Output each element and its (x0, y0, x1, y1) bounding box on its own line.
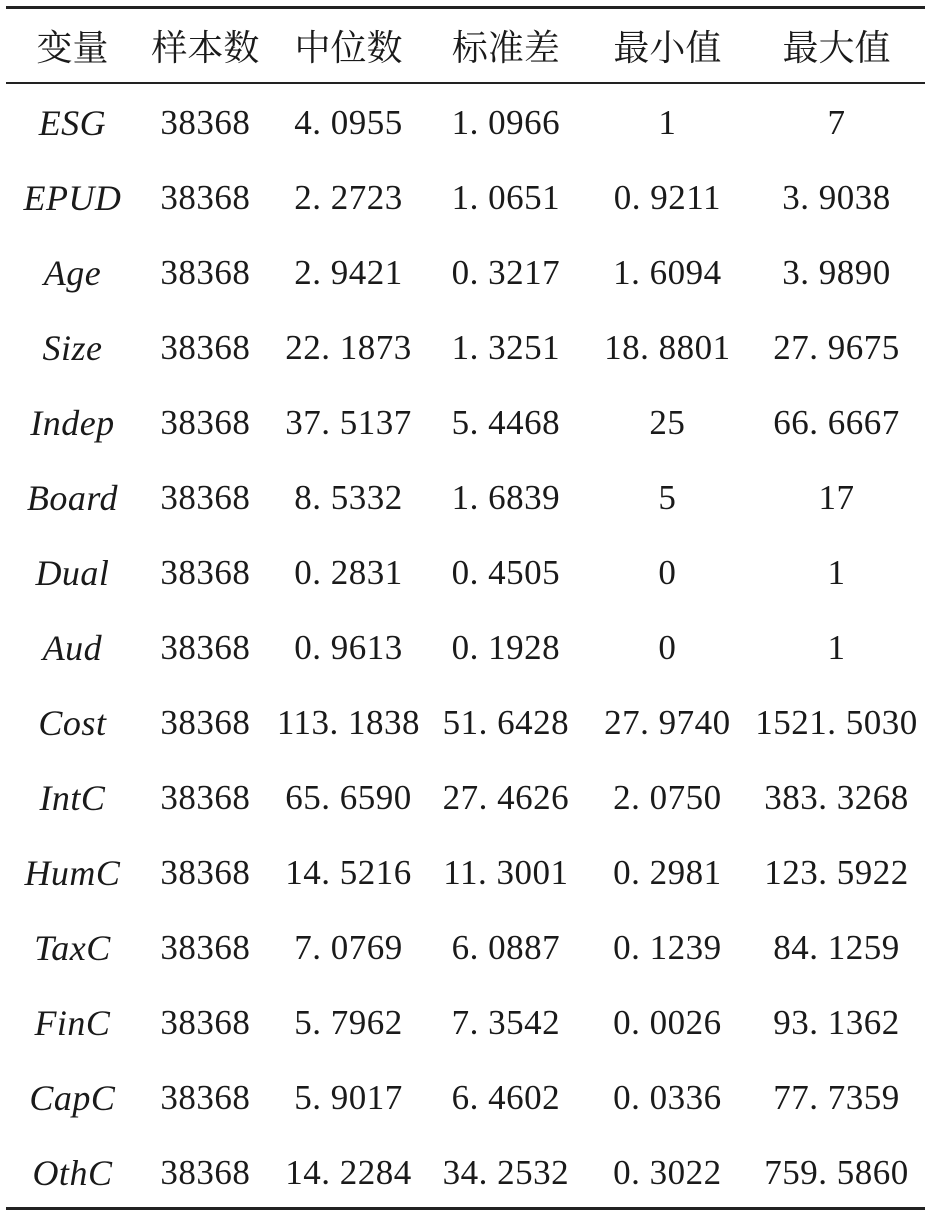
cell-std-dev: 1. 6839 (451, 477, 561, 517)
table-row (6, 685, 925, 760)
cell-median: 4. 0955 (294, 102, 403, 142)
table-row (6, 385, 925, 460)
cell-min: 0 (658, 552, 677, 592)
table-row (6, 535, 925, 610)
descriptive-statistics-table (6, 9, 925, 1210)
cell-variable: FinC (34, 1002, 111, 1043)
header-median: 中位数 (294, 28, 403, 69)
cell-median: 5. 7962 (294, 1002, 403, 1042)
cell-min: 1. 6094 (613, 252, 722, 292)
cell-std-dev: 0. 4505 (451, 552, 561, 592)
cell-median: 0. 9613 (294, 627, 403, 667)
cell-std-dev: 51. 6428 (442, 702, 570, 742)
cell-std-dev: 0. 1928 (451, 627, 561, 667)
cell-sample-size: 38368 (160, 777, 251, 817)
cell-max: 27. 9675 (773, 327, 900, 367)
cell-max: 3. 9038 (782, 177, 891, 217)
cell-std-dev: 1. 0966 (451, 102, 561, 142)
cell-std-dev: 5. 4468 (451, 402, 561, 442)
cell-max: 1 (827, 552, 846, 592)
table-row (6, 1135, 925, 1210)
cell-median: 7. 0769 (294, 927, 403, 967)
cell-median: 113. 1838 (276, 702, 421, 742)
cell-max: 77. 7359 (773, 1077, 900, 1117)
cell-variable: EPUD (23, 177, 122, 218)
cell-variable: ESG (38, 102, 107, 143)
cell-max: 84. 1259 (773, 927, 900, 967)
cell-std-dev: 1. 3251 (451, 327, 561, 367)
cell-min: 5 (658, 477, 677, 517)
cell-sample-size: 38368 (160, 177, 251, 217)
cell-max: 759. 5860 (764, 1152, 909, 1192)
table-body (6, 85, 925, 1210)
cell-sample-size: 38368 (160, 102, 251, 142)
table-row (6, 85, 925, 160)
table-row (6, 610, 925, 685)
cell-median: 14. 5216 (285, 852, 412, 892)
cell-variable: Board (26, 477, 119, 518)
cell-median: 14. 2284 (285, 1152, 412, 1192)
cell-variable: Cost (38, 702, 107, 743)
table-row (6, 235, 925, 310)
table-header (6, 9, 925, 85)
table-row (6, 760, 925, 835)
cell-max: 383. 3268 (764, 777, 909, 817)
cell-std-dev: 6. 0887 (451, 927, 561, 967)
cell-median: 8. 5332 (294, 477, 403, 517)
cell-sample-size: 38368 (160, 702, 251, 742)
table-row (6, 910, 925, 985)
header-variable: 变量 (36, 28, 109, 69)
cell-min: 0. 3022 (613, 1152, 722, 1192)
cell-variable: CapC (29, 1077, 116, 1118)
cell-sample-size: 38368 (160, 852, 251, 892)
cell-sample-size: 38368 (160, 327, 251, 367)
header-min: 最小值 (613, 28, 722, 69)
cell-min: 0 (658, 627, 677, 667)
cell-variable: Indep (30, 402, 115, 443)
cell-min: 0. 0336 (613, 1077, 722, 1117)
cell-min: 0. 2981 (613, 852, 722, 892)
cell-median: 65. 6590 (285, 777, 412, 817)
header-sample-size: 样本数 (151, 28, 260, 69)
cell-sample-size: 38368 (160, 252, 251, 292)
cell-max: 17 (818, 477, 855, 517)
cell-max: 66. 6667 (773, 402, 900, 442)
header-std-dev: 标准差 (451, 28, 560, 69)
header-max: 最大值 (782, 28, 891, 69)
cell-min: 0. 1239 (613, 927, 722, 967)
cell-sample-size: 38368 (160, 1077, 251, 1117)
cell-std-dev: 1. 0651 (451, 177, 561, 217)
cell-variable: OthC (32, 1152, 113, 1193)
cell-min: 27. 9740 (604, 702, 731, 742)
cell-max: 7 (827, 102, 846, 142)
cell-min: 0. 9211 (613, 177, 721, 217)
cell-variable: Dual (35, 552, 110, 593)
cell-sample-size: 38368 (160, 927, 251, 967)
cell-max: 3. 9890 (782, 252, 891, 292)
cell-sample-size: 38368 (160, 402, 251, 442)
table-row (6, 460, 925, 535)
header-row (6, 9, 925, 82)
cell-median: 0. 2831 (294, 552, 403, 592)
cell-std-dev: 34. 2532 (442, 1152, 570, 1192)
cell-variable: Age (43, 252, 102, 293)
cell-std-dev: 27. 4626 (442, 777, 570, 817)
cell-median: 5. 9017 (294, 1077, 403, 1117)
table-row (6, 310, 925, 385)
cell-min: 1 (658, 102, 677, 142)
cell-max: 93. 1362 (773, 1002, 900, 1042)
cell-sample-size: 38368 (160, 477, 251, 517)
cell-sample-size: 38368 (160, 1002, 251, 1042)
cell-median: 37. 5137 (285, 402, 412, 442)
cell-variable: HumC (24, 852, 121, 893)
cell-std-dev: 0. 3217 (451, 252, 561, 292)
cell-sample-size: 38368 (160, 552, 251, 592)
cell-median: 2. 9421 (294, 252, 403, 292)
cell-variable: Size (42, 327, 103, 368)
cell-variable: IntC (39, 777, 106, 818)
cell-min: 0. 0026 (613, 1002, 722, 1042)
table-row (6, 1060, 925, 1135)
cell-max: 1521. 5030 (755, 702, 918, 742)
table-row (6, 985, 925, 1060)
table-row (6, 835, 925, 910)
cell-max: 123. 5922 (764, 852, 909, 892)
cell-std-dev: 11. 3001 (443, 852, 569, 892)
cell-std-dev: 7. 3542 (451, 1002, 561, 1042)
table-row (6, 160, 925, 235)
cell-variable: Aud (42, 627, 103, 668)
cell-std-dev: 6. 4602 (451, 1077, 561, 1117)
cell-sample-size: 38368 (160, 627, 251, 667)
cell-min: 18. 8801 (604, 327, 731, 367)
cell-min: 2. 0750 (613, 777, 722, 817)
cell-variable: TaxC (34, 927, 111, 968)
cell-max: 1 (827, 627, 846, 667)
cell-median: 22. 1873 (285, 327, 412, 367)
cell-median: 2. 2723 (294, 177, 403, 217)
cell-sample-size: 38368 (160, 1152, 251, 1192)
cell-min: 25 (649, 402, 686, 442)
